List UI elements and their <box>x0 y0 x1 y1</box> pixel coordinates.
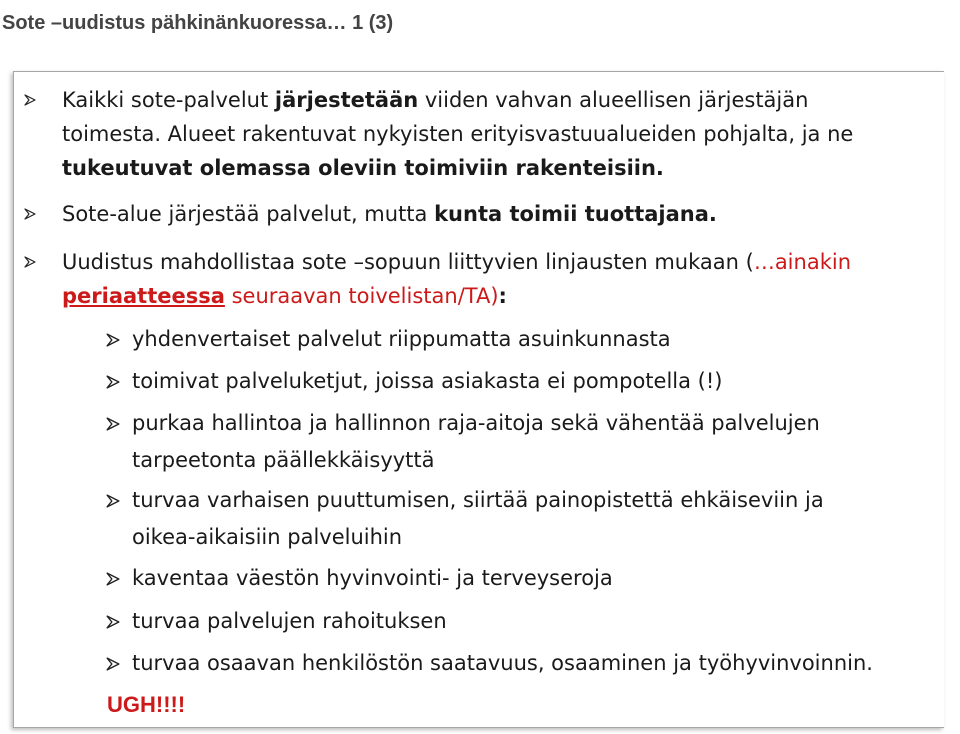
slide-title: Sote –uudistus pähkinänkuoressa… 1 (3) <box>2 12 394 34</box>
subbullet-7: turvaa osaavan henkilöstön saatavuus, osaaminen ja työhyvinvoinnin. <box>132 651 873 675</box>
subbullet-3-line-2: tarpeetonta päällekkäisyyttä <box>132 448 435 472</box>
subbullet-3-line-1: purkaa hallintoa ja hallinnon raja-aitoja sekä vähentää palvelujen <box>132 411 820 435</box>
bullet-3-colon: : <box>498 284 507 308</box>
arrowhead-bullet-icon <box>24 208 38 222</box>
arrowhead-bullet-icon <box>24 256 38 270</box>
bullet-1-text-end: viiden vahvan alueellisen järjestäjän <box>418 88 809 112</box>
bullet-1-line-1 <box>62 86 808 114</box>
arrowhead-bullet-icon <box>106 417 120 431</box>
arrowhead-bullet-icon <box>106 615 120 629</box>
bullet-3-red-text: …ainakin <box>753 250 851 274</box>
arrowhead-bullet-icon <box>106 333 120 347</box>
arrowhead-bullet-icon <box>106 494 120 508</box>
bullet-2-emphasis: kunta toimii tuottajana. <box>434 202 717 226</box>
bullet-1-line-3: tukeutuvat olemassa oleviin toimiviin rakenteisiin. <box>62 156 664 180</box>
subbullet-4-line-1: turvaa varhaisen puuttumisen, siirtää painopistettä ehkäiseviin ja <box>132 488 824 512</box>
bullet-2-line <box>62 200 717 228</box>
bullet-3-line-2 <box>62 282 507 310</box>
subbullet-4-line-2: oikea-aikaisiin palveluihin <box>132 525 403 549</box>
closing-exclamation: UGH!!!! <box>107 692 186 717</box>
arrowhead-bullet-icon <box>24 94 38 108</box>
bullet-1-text: Kaikki sote-palvelut <box>62 88 275 112</box>
subbullet-6: turvaa palvelujen rahoituksen <box>132 609 447 633</box>
arrowhead-bullet-icon <box>106 572 120 586</box>
subbullet-5: kaventaa väestön hyvinvointi- ja terveyseroja <box>132 566 613 590</box>
arrowhead-bullet-icon <box>106 375 120 389</box>
bullet-1-emphasis: järjestetään <box>274 88 419 112</box>
bullet-3-underlined: periaatteessa <box>62 284 225 308</box>
bullet-2-text: Sote-alue järjestää palvelut, mutta <box>62 202 435 226</box>
bullet-3-red-cont: seuraavan toivelistan/TA) <box>224 284 499 308</box>
arrowhead-bullet-icon <box>106 657 120 671</box>
subbullet-1: yhdenvertaiset palvelut riippumatta asuinkunnasta <box>132 327 671 351</box>
bullet-3-line-1 <box>62 248 851 276</box>
bullet-3-text: Uudistus mahdollistaa sote –sopuun liittyvien linjausten mukaan ( <box>62 250 754 274</box>
subbullet-2: toimivat palveluketjut, joissa asiakasta ei pompotella (!) <box>132 369 723 393</box>
bullet-1-line-2: toimesta. Alueet rakentuvat nykyisten erityisvastuualueiden pohjalta, ja ne <box>62 122 854 146</box>
